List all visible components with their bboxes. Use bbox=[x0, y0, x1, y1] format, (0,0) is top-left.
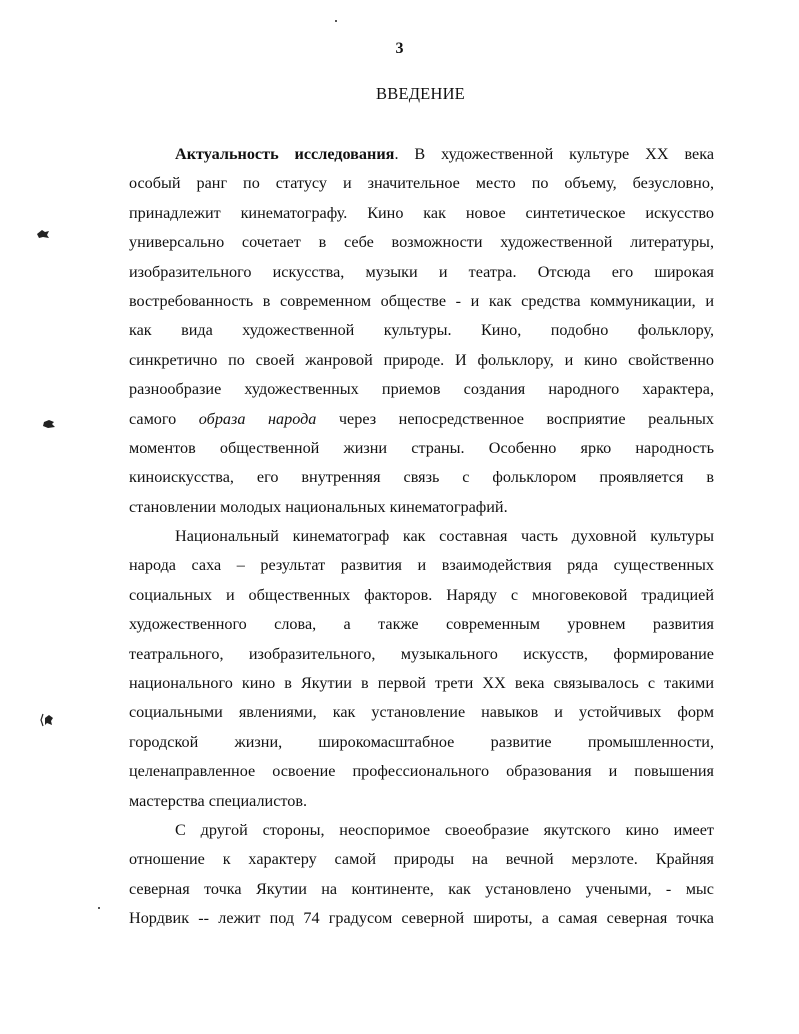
text-line: целенаправленное освоение профессионального образования и повышения bbox=[129, 762, 714, 781]
text-line: киноискусства, его внутренняя связь с фольклором проявляется в bbox=[129, 468, 714, 487]
text-line: принадлежит кинематографу. Кино как новое синтетическое искусство bbox=[129, 203, 714, 222]
text-line: особый ранг по статусу и значительное место по объему, безусловно, bbox=[129, 174, 714, 193]
page-title: ВВЕДЕНИЕ bbox=[376, 84, 465, 103]
scan-speck bbox=[98, 907, 100, 909]
text-line: Актуальность исследования. В художественной культуре XX века bbox=[175, 145, 714, 163]
text-line: синкретично по своей жанровой природе. И фольклору, и кино свойственно bbox=[129, 350, 714, 369]
text-line: социальными явлениями, как установление навыков и устойчивых форм bbox=[129, 703, 714, 722]
scan-mark-icon bbox=[40, 713, 54, 727]
text-line: самого образа народа через непосредственное восприятие реальных bbox=[129, 409, 714, 428]
text-line: С другой стороны, неоспоримое своеобразие якутского кино имеет bbox=[175, 820, 714, 839]
text-line: национального кино в Якутии в первой трети XX века связывалось с такими bbox=[129, 674, 714, 693]
text-line: мастерства специалистов. bbox=[129, 791, 308, 810]
text-line: театрального, изобразительного, музыкального искусств, формирование bbox=[129, 644, 714, 663]
bold-lead: Актуальность исследования bbox=[175, 145, 395, 163]
document-body bbox=[129, 140, 714, 934]
text-line: универсально сочетает в себе возможности художественной литературы, bbox=[129, 233, 714, 252]
scan-speck bbox=[335, 20, 337, 22]
text-line: отношение к характеру самой природы на вечной мерзлоте. Крайняя bbox=[129, 850, 714, 869]
text-line: северная точка Якутии на континенте, как установлено учеными, - мыс bbox=[129, 879, 714, 898]
text-line: социальных и общественных факторов. Наряду с многовековой традицией bbox=[129, 585, 714, 604]
scan-mark-icon bbox=[36, 229, 50, 239]
text-line: моментов общественной жизни страны. Особенно ярко народность bbox=[129, 438, 714, 457]
text-line: востребованность в современном обществе - и как средства коммуникации, и bbox=[129, 291, 714, 310]
text-line: становлении молодых национальных кинематографий. bbox=[129, 497, 508, 516]
text-line: как вида художественной культуры. Кино, подобно фольклору, bbox=[129, 321, 714, 340]
text-line: народа саха – результат развития и взаимодействия ряда существенных bbox=[129, 556, 714, 575]
italic-phrase: образа народа bbox=[198, 409, 317, 428]
page-number: 3 bbox=[395, 40, 404, 57]
text-line: городской жизни, широкомасштабное развитие промышленности, bbox=[129, 732, 714, 751]
text-line: Нордвик -- лежит под 74 градусом северной широты, а самая северная точка bbox=[129, 909, 714, 928]
text-line: изобразительного искусства, музыки и театра. Отсюда его широкая bbox=[129, 262, 714, 281]
text-line: художественного слова, а также современным уровнем развития bbox=[129, 615, 714, 634]
scan-mark-icon bbox=[42, 419, 56, 429]
text-line: разнообразие художественных приемов создания народного характера, bbox=[129, 380, 714, 399]
text-line: Национальный кинематограф как составная часть духовной культуры bbox=[175, 527, 714, 546]
